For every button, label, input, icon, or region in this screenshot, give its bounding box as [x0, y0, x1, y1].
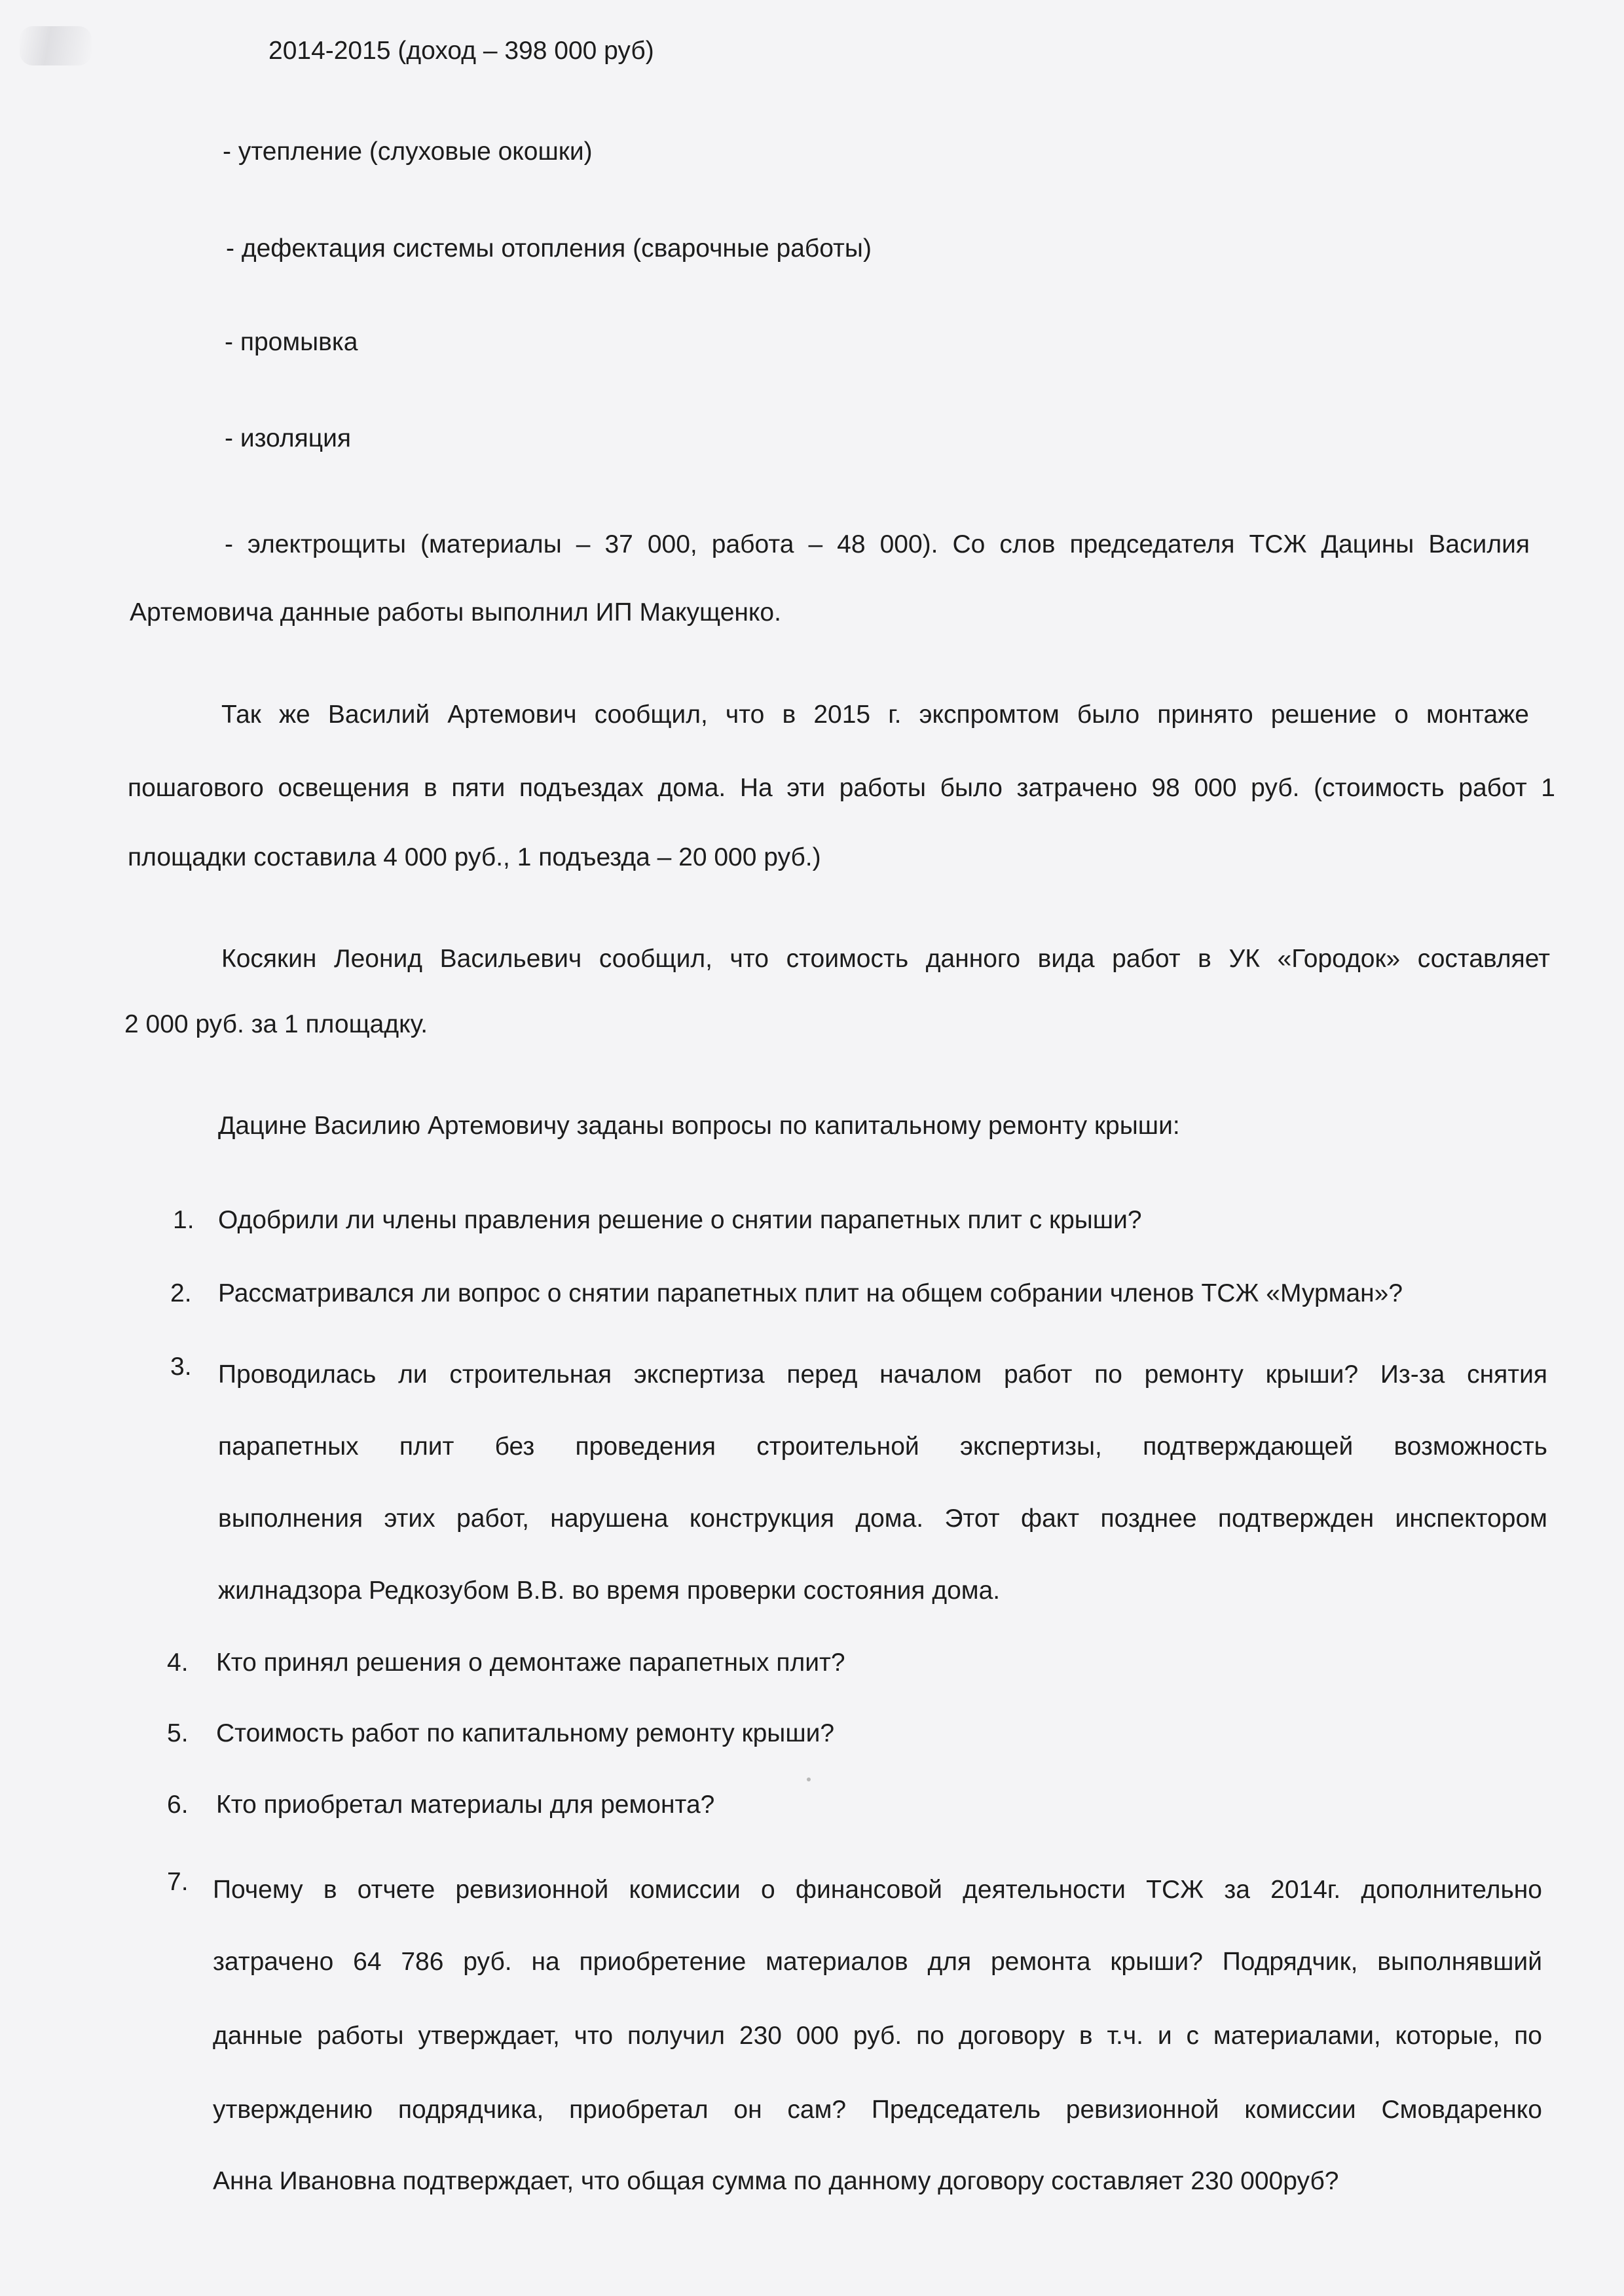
electro-paragraph-line-2: Артемовича данные работы выполнил ИП Макущенко.: [130, 598, 781, 627]
question-number: 6.: [167, 1791, 189, 1819]
question-number: 5.: [167, 1719, 189, 1747]
question-number: 1.: [173, 1206, 194, 1234]
document-heading: 2014-2015 (доход – 398 000 руб): [268, 37, 654, 65]
lighting-paragraph-line-3: площадки составила 4 000 руб., 1 подъезда – 20 000 руб.): [128, 843, 821, 871]
scan-artifact: [20, 26, 92, 65]
question-text-line: Проводилась ли строительная экспертиза перед началом работ по ремонту крыши? Из-за снятия: [218, 1360, 1547, 1389]
question-text-line: данные работы утверждает, что получил 230 000 руб. по договору в т.ч. и с материалами, которые, по: [213, 2022, 1542, 2050]
work-item-flushing: - промывка: [225, 328, 358, 356]
question-number: 4.: [167, 1649, 189, 1677]
question-text-line: Кто принял решения о демонтаже парапетных плит?: [216, 1649, 845, 1677]
question-text-line: парапетных плит без проведения строительной экспертизы, подтверждающей возможность: [218, 1432, 1547, 1461]
questions-intro: Дацине Василию Артемовичу заданы вопросы по капитальному ремонту крыши:: [218, 1112, 1180, 1140]
lighting-paragraph-line-1: Так же Василий Артемович сообщил, что в 2015 г. экспромтом было принято решение о монтаже: [221, 701, 1529, 729]
question-text-line: выполнения этих работ, нарушена конструкция дома. Этот факт позднее подтвержден инспектором: [218, 1504, 1547, 1533]
work-item-insulation: - утепление (слуховые окошки): [223, 137, 593, 166]
question-text-line: утверждению подрядчика, приобретал он сам? Председатель ревизионной комиссии Смовдаренко: [213, 2096, 1542, 2124]
question-text-line: Анна Ивановна подтверждает, что общая сумма по данному договору составляет 230 000руб?: [213, 2167, 1339, 2195]
question-text-line: Стоимость работ по капитальному ремонту крыши?: [216, 1719, 835, 1747]
question-text-line: жилнадзора Редкозубом В.В. во время проверки состояния дома.: [218, 1576, 1001, 1605]
work-item-isolation: - изоляция: [225, 424, 352, 452]
question-text-line: Рассматривался ли вопрос о снятии парапетных плит на общем собрании членов ТСЖ «Мурман»?: [218, 1279, 1403, 1307]
question-number: 7.: [167, 1868, 189, 1896]
question-number: 2.: [170, 1279, 192, 1307]
question-number: 3.: [170, 1353, 192, 1381]
kosyakin-paragraph-line-1: Косякин Леонид Васильевич сообщил, что стоимость данного вида работ в УК «Городок» составляет: [221, 945, 1550, 973]
question-text-line: Почему в отчете ревизионной комиссии о финансовой деятельности ТСЖ за 2014г. дополнительно: [213, 1876, 1542, 1904]
question-text-line: Одобрили ли члены правления решение о снятии парапетных плит с крыши?: [218, 1206, 1142, 1234]
question-text-line: затрачено 64 786 руб. на приобретение материалов для ремонта крыши? Подрядчик, выполнявший: [213, 1948, 1542, 1976]
lighting-paragraph-line-2: пошагового освещения в пяти подъездах дома. На эти работы было затрачено 98 000 руб. (стоимость работ 1: [128, 774, 1555, 802]
scan-dust-speck: [807, 1777, 811, 1781]
work-item-heating-defects: - дефектация системы отопления (сварочные работы): [226, 234, 872, 263]
electro-paragraph-line-1: - электрощиты (материалы – 37 000, работа – 48 000). Со слов председателя ТСЖ Дацины Василия: [225, 530, 1530, 558]
question-text-line: Кто приобретал материалы для ремонта?: [216, 1791, 715, 1819]
kosyakin-paragraph-line-2: 2 000 руб. за 1 площадку.: [124, 1010, 428, 1038]
